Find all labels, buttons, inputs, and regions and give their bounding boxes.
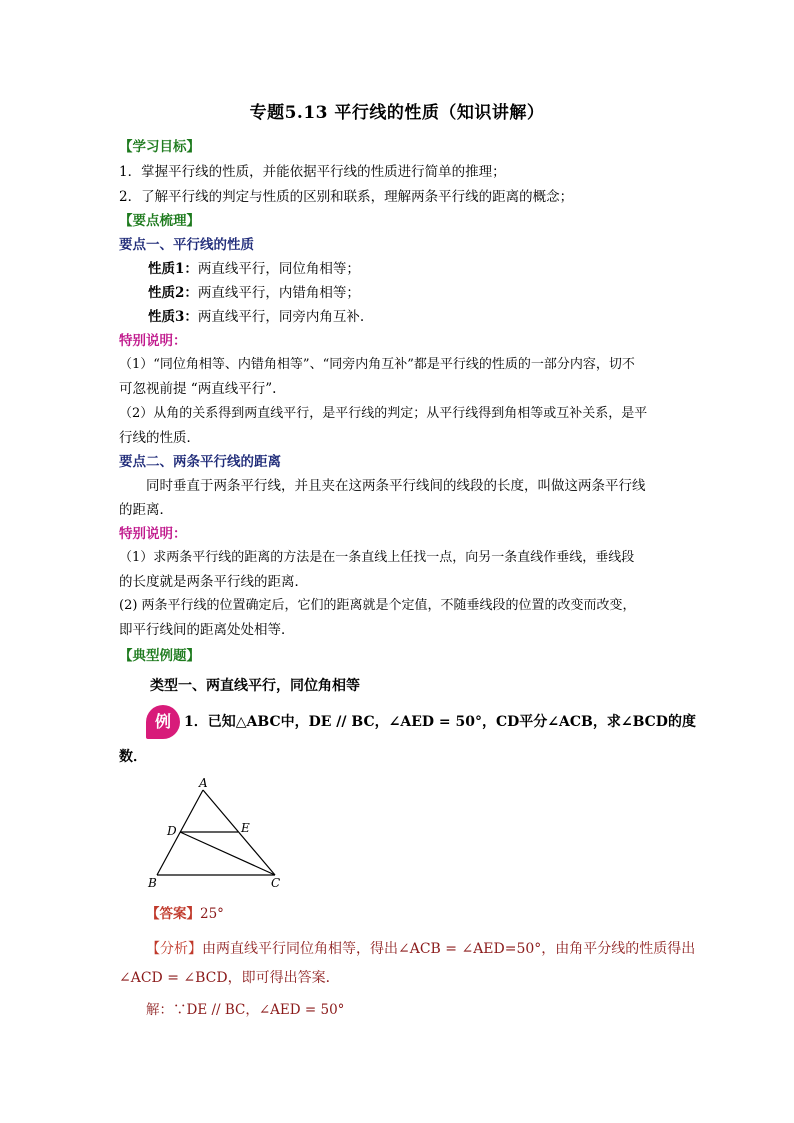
note-1-line-1: （1）“同位角相等、内错角相等”、“同旁内角互补”都是平行线的性质的一部分内容，切不 — [119, 357, 635, 372]
distance-def-line-2: 的距离． — [119, 502, 173, 518]
special-note-heading-2: 特别说明： — [119, 526, 187, 542]
analysis-text-1: 由两直线平行同位角相等，得出∠ACB = ∠AED=50°，由角平分线的性质得出 — [202, 941, 696, 957]
special-note-heading-1: 特别说明： — [119, 333, 187, 349]
triangle-figure — [140, 775, 300, 895]
section-learning-goals: 【学习目标】 — [119, 139, 200, 155]
analysis-label: 【分析】 — [146, 941, 202, 957]
note-3-line-1: （1）求两条平行线的距离的方法是在一条直线上任找一点，向另一条直线作垂线，垂线段 — [119, 550, 635, 565]
answer-value: 25° — [200, 906, 224, 922]
question-line-2: 数． — [119, 749, 147, 765]
point-2-title: 要点二、两条平行线的距离 — [119, 454, 281, 470]
property-3-label: 性质3： — [148, 309, 198, 325]
goal-1: 1．掌握平行线的性质，并能依据平行线的性质进行简单的推理； — [119, 164, 506, 180]
segment-dc — [180, 832, 275, 875]
answer — [146, 905, 224, 923]
solution-line-1: 解：∵DE // BC，∠AED = 50° — [146, 1002, 345, 1018]
section-key-points: 【要点梳理】 — [119, 213, 200, 229]
question-line-1: 1．已知△ABC中，DE // BC，∠AED = 50°，CD平分∠ACB，求∠BCD的度 — [184, 714, 696, 730]
example-type-1: 类型一、两直线平行，同位角相等 — [150, 678, 360, 694]
label-a: A — [199, 776, 208, 790]
note-2-line-2: 行线的性质． — [119, 430, 200, 446]
label-b: B — [148, 876, 157, 890]
property-3-text: 两直线平行，同旁内角互补. — [197, 309, 365, 325]
label-d: D — [167, 824, 177, 838]
property-1 — [148, 260, 360, 278]
note-1-line-2: 可忽视前提 “两直线平行”. — [119, 381, 277, 397]
answer-label: 【答案】 — [146, 906, 200, 922]
distance-def-line-1: 同时垂直于两条平行线，并且夹在这两条平行线间的线段的长度，叫做这两条平行线 — [146, 478, 646, 494]
property-1-label: 性质1： — [148, 261, 198, 277]
section-examples: 【典型例题】 — [119, 648, 200, 664]
label-c: C — [271, 876, 281, 890]
page-title: 专题5.13 平行线的性质（知识讲解） — [249, 103, 545, 123]
analysis-line-2: ∠ACD = ∠BCD，即可得出答案． — [119, 970, 340, 986]
example-badge: 例 — [146, 705, 180, 739]
analysis-line-1 — [146, 940, 695, 958]
goal-2: 2．了解平行线的判定与性质的区别和联系，理解两条平行线的距离的概念； — [119, 189, 574, 205]
point-1-title: 要点一、平行线的性质 — [119, 237, 254, 253]
property-2-text: 两直线平行，内错角相等； — [197, 285, 360, 301]
property-2-label: 性质2： — [148, 285, 198, 301]
note-4-line-1: (2) 两条平行线的位置确定后，它们的距离就是个定值，不随垂线段的位置的改变而改变， — [119, 598, 636, 613]
note-4-line-2: 即平行线间的距离处处相等． — [119, 622, 295, 638]
note-2-line-1: （2）从角的关系得到两直线平行，是平行线的判定；从平行线得到角相等或互补关系，是平 — [119, 406, 648, 421]
property-1-text: 两直线平行，同位角相等； — [197, 261, 360, 277]
note-3-line-2: 的长度就是两条平行线的距离． — [119, 574, 308, 590]
property-2 — [148, 284, 360, 302]
label-e: E — [241, 821, 250, 835]
property-3 — [148, 308, 364, 326]
